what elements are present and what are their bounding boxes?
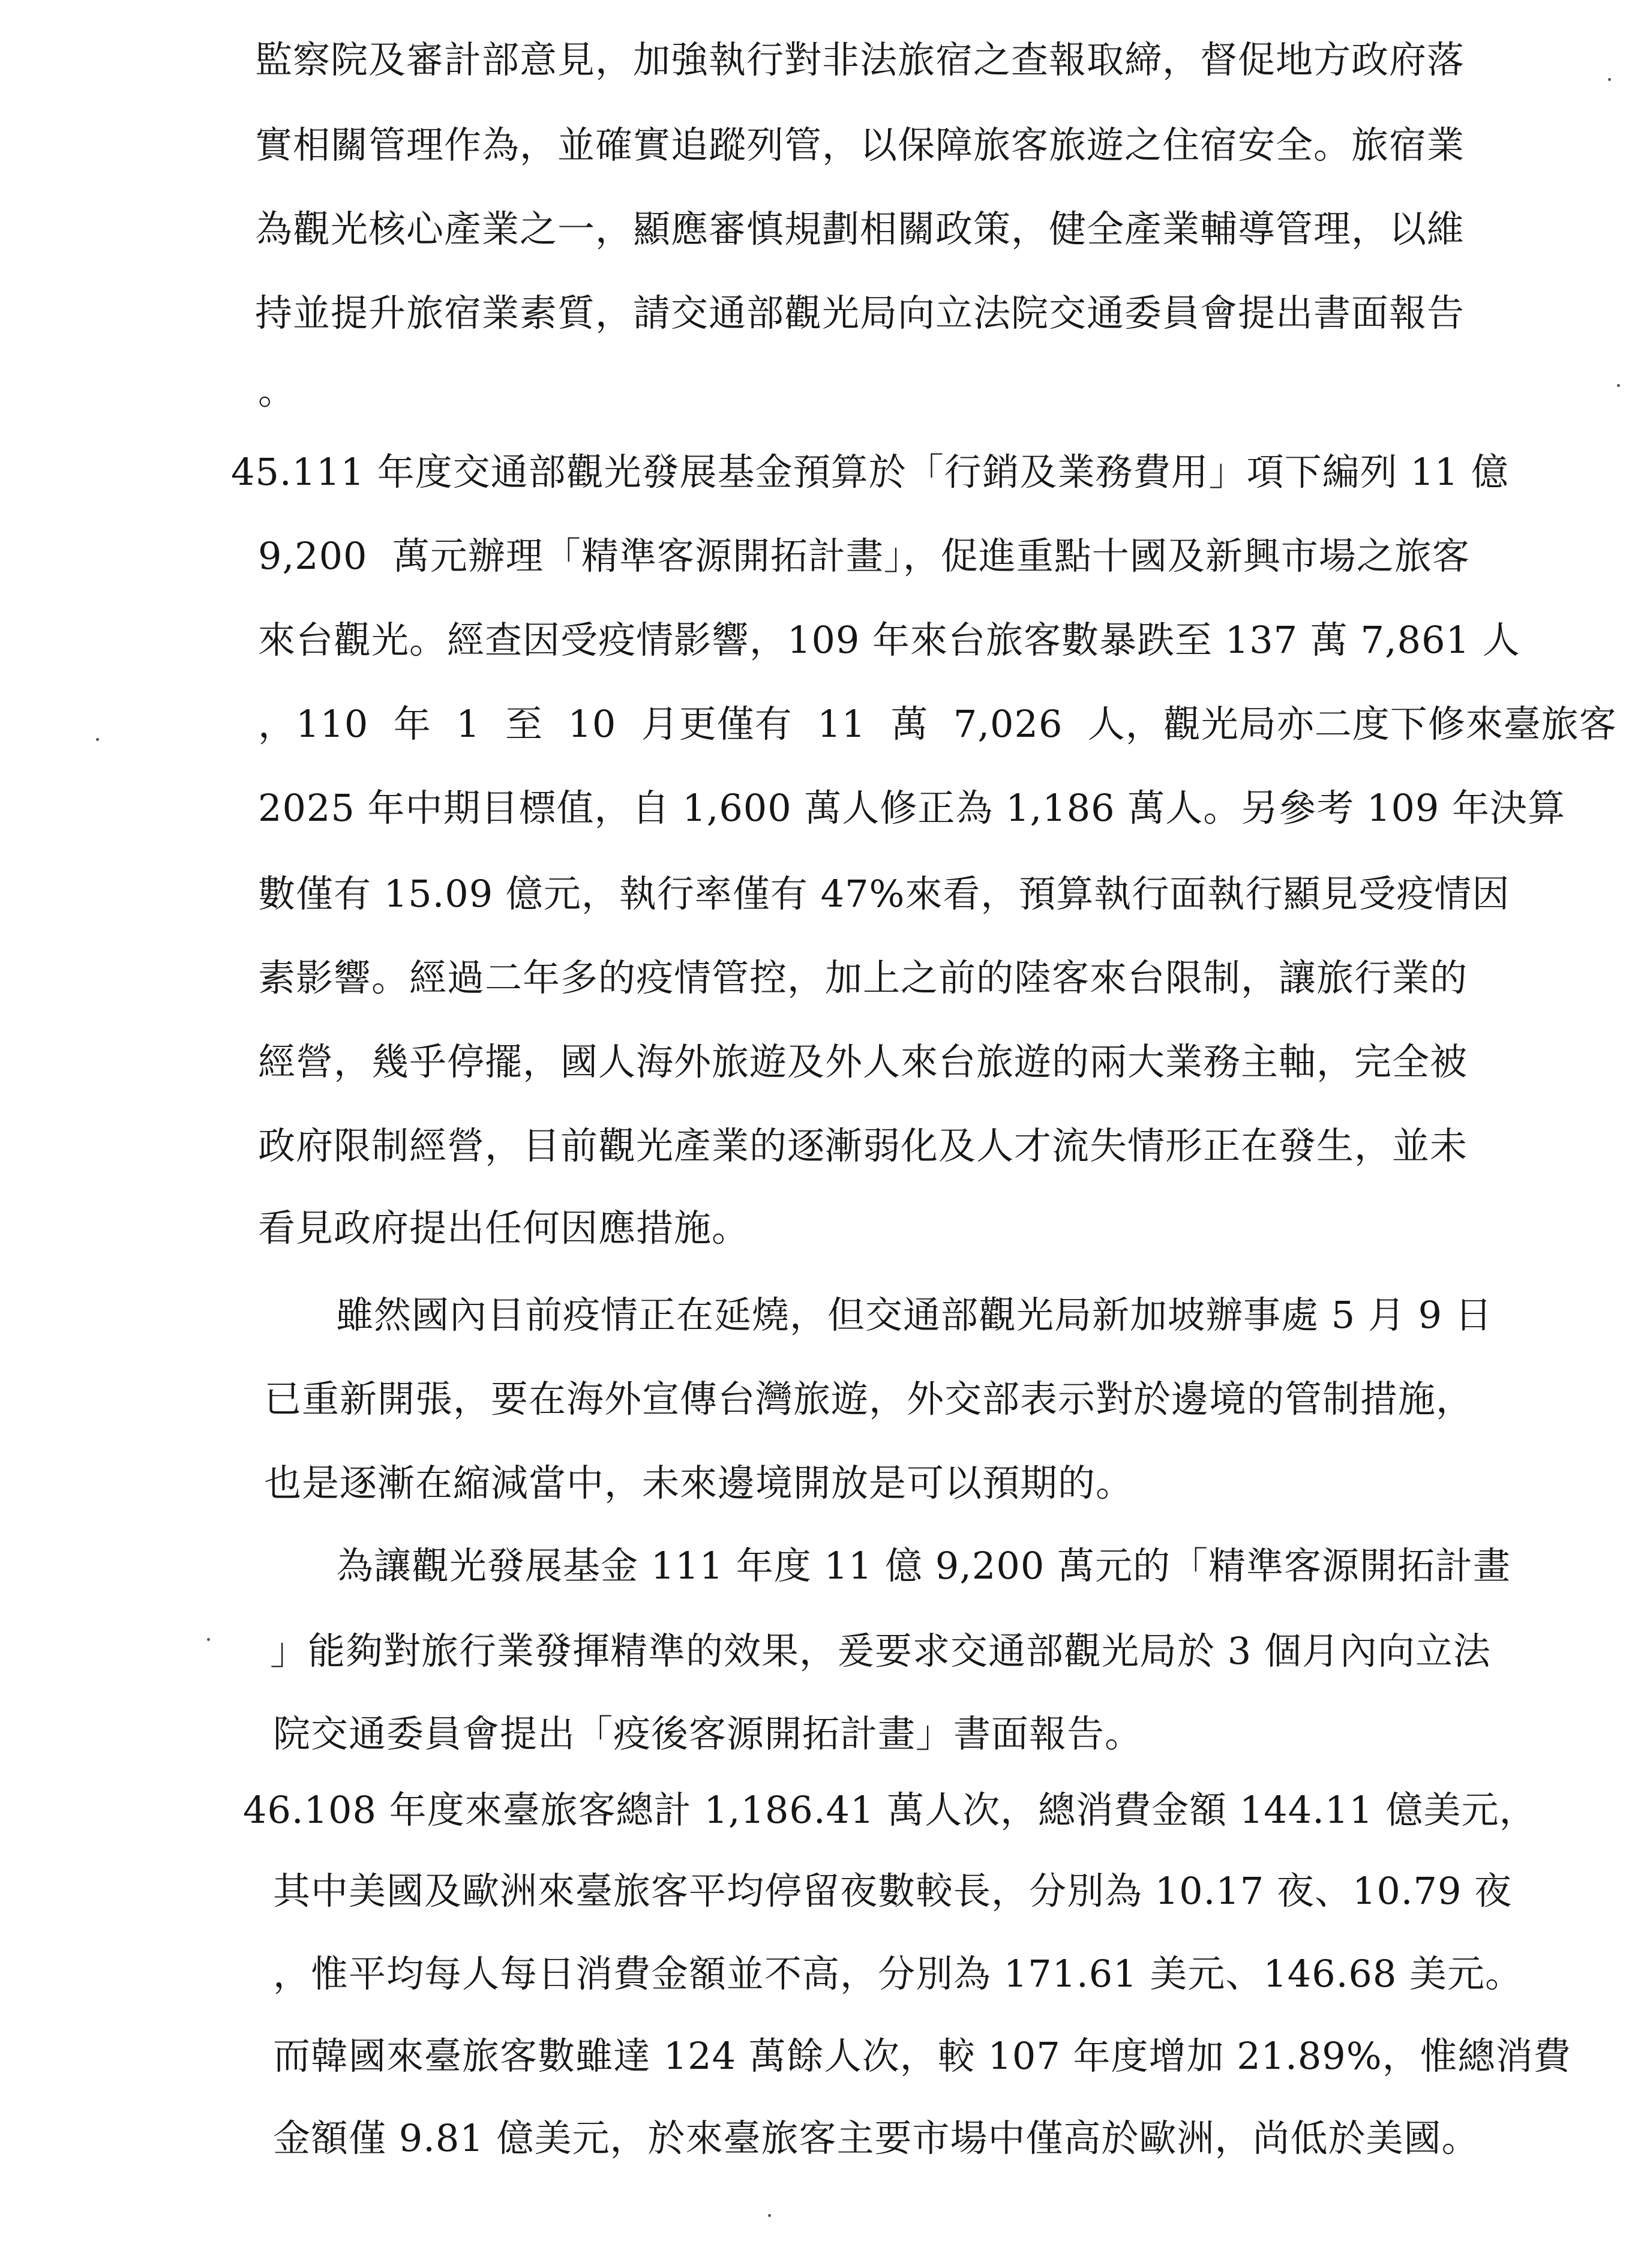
scan-speck <box>1608 78 1611 81</box>
text-line: 看見政府提出任何因應措施。 <box>258 1206 750 1250</box>
text-line: 。 <box>258 369 296 413</box>
scan-speck <box>1617 384 1620 387</box>
text-line: 其中美國及歐洲來臺旅客平均停留夜數較長，分別為 10.17 夜、10.79 夜 <box>273 1869 1513 1913</box>
text-line: 已重新開張，要在海外宣傳台灣旅遊，外交部表示對於邊境的管制措施， <box>264 1377 1474 1421</box>
scan-speck <box>768 2214 771 2217</box>
text-line: 雖然國內目前疫情正在延燒，但交通部觀光局新加坡辦事處 5 月 9 日 <box>336 1293 1493 1337</box>
text-line: 而韓國來臺旅客數雖達 124 萬餘人次，較 107 年度增加 21.89%，惟總消費 <box>273 2034 1571 2078</box>
text-line: 經營，幾乎停擺，國人海外旅遊及外人來台旅遊的兩大業務主軸，完全被 <box>258 1040 1468 1084</box>
text-line: 9,200 萬元辦理「精準客源開拓計畫」，促進重點十國及新興市場之旅客 <box>258 534 1470 578</box>
text-line: 46.108 年度來臺旅客總計 1,186.41 萬人次，總消費金額 144.11 億美元， <box>243 1788 1537 1832</box>
text-line: 院交通委員會提出「疫後客源開拓計畫」書面報告。 <box>273 1712 1143 1756</box>
text-line: 2025 年中期目標值，自 1,600 萬人修正為 1,186 萬人。另參考 109 年決算 <box>258 786 1566 830</box>
text-line: 監察院及審計部意見，加強執行對非法旅宿之查報取締，督促地方政府落 <box>255 38 1465 82</box>
text-line: 實相關管理作為，並確實追蹤列管，以保障旅客旅遊之住宿安全。旅宿業 <box>255 123 1465 167</box>
text-line: ，110 年 1 至 10 月更僅有 11 萬 7,026 人，觀光局亦二度下修來臺旅客 <box>258 702 1617 746</box>
text-line: 素影響。經過二年多的疫情管控，加上之前的陸客來台限制，讓旅行業的 <box>258 956 1468 1000</box>
text-line: 為觀光核心產業之一，顯應審慎規劃相關政策，健全產業輔導管理，以維 <box>255 207 1465 251</box>
text-line: 45.111 年度交通部觀光發展基金預算於「行銷及業務費用」項下編列 11 億 <box>231 450 1509 494</box>
text-line: 數僅有 15.09 億元，執行率僅有 47%來看，預算執行面執行顯見受疫情因 <box>258 872 1510 916</box>
text-line: 金額僅 9.81 億美元，於來臺旅客主要市場中僅高於歐洲，尚低於美國。 <box>273 2116 1480 2160</box>
text-line: 來台觀光。經查因受疫情影響，109 年來台旅客數暴跌至 137 萬 7,861 人 <box>258 618 1520 662</box>
scan-speck <box>207 1638 210 1641</box>
text-line: 政府限制經營，目前觀光產業的逐漸弱化及人才流失情形正在發生，並未 <box>258 1124 1468 1168</box>
scan-speck <box>96 738 99 741</box>
text-line: 」能夠對旅行業發揮精準的效果，爰要求交通部觀光局於 3 個月內向立法 <box>270 1629 1491 1673</box>
text-line: 也是逐漸在縮減當中，未來邊境開放是可以預期的。 <box>264 1461 1134 1505</box>
text-line: 持並提升旅宿業素質，請交通部觀光局向立法院交通委員會提出書面報告 <box>255 291 1465 335</box>
text-line: 為讓觀光發展基金 111 年度 11 億 9,200 萬元的「精準客源開拓計畫 <box>336 1544 1511 1588</box>
text-line: ，惟平均每人每日消費金額並不高，分別為 171.61 美元、146.68 美元。 <box>273 1952 1523 1996</box>
